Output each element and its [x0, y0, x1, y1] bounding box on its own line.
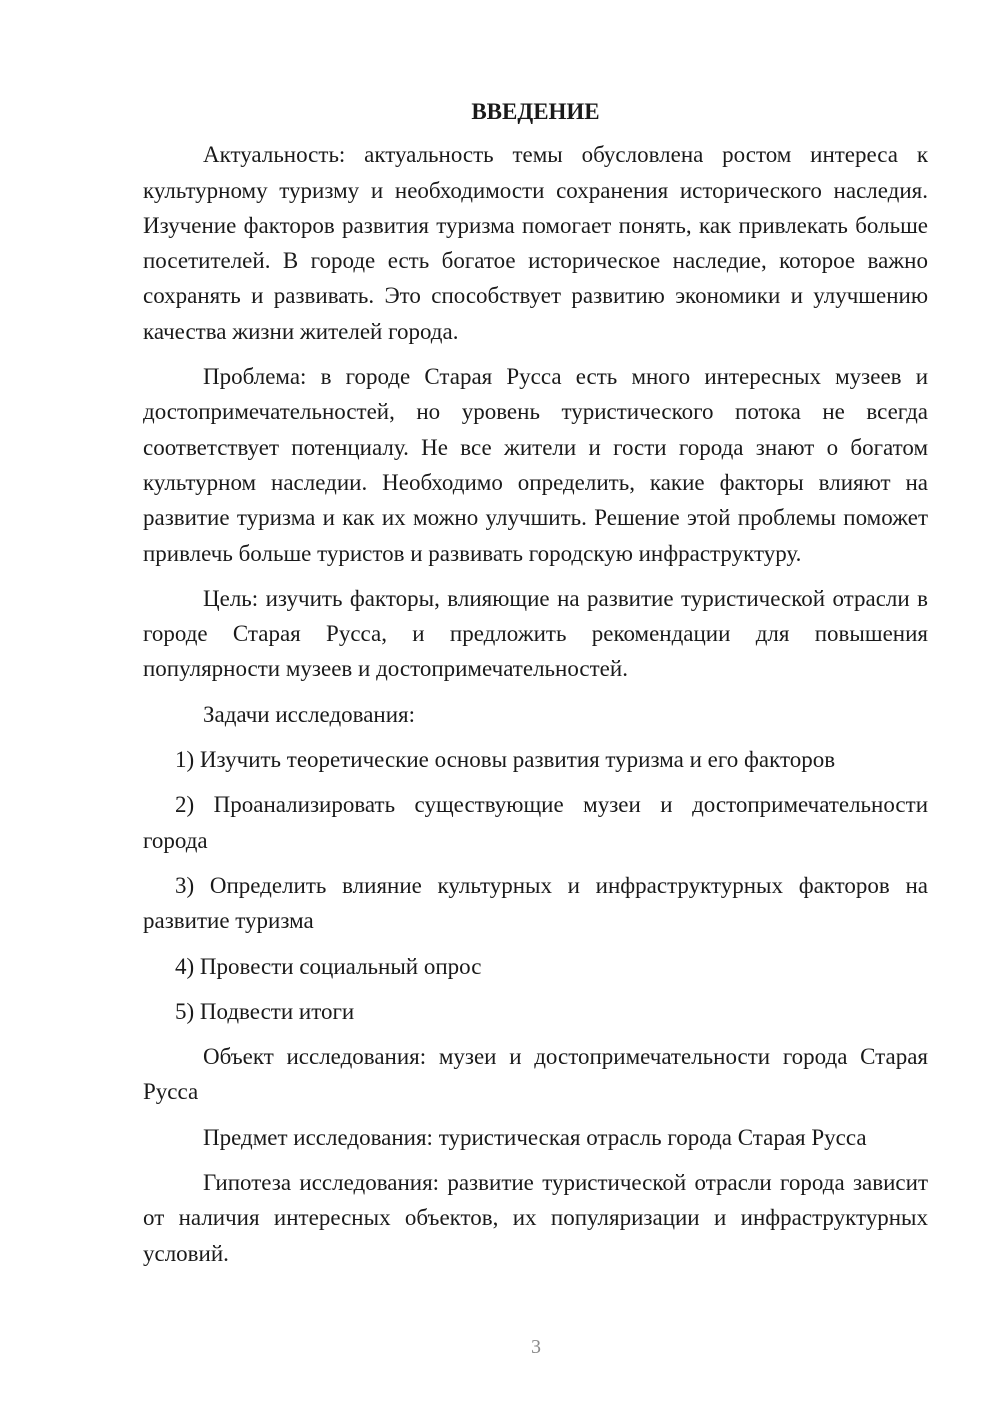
task-item-1: 1) Изучить теоретические основы развития туризма и его факторов: [175, 747, 836, 773]
tasks-heading: Задачи исследования:: [203, 701, 416, 727]
task-item-3: 3) Определить влияние культурных и инфраструктурных факторов на развитие туризма: [143, 872, 928, 934]
page-number: 3: [531, 1336, 541, 1358]
paragraph-hypothesis: Гипотеза исследования: развитие туристической отрасли города зависит от наличия интересных объектов, их популяризации и инфраструктурных условий.: [143, 1170, 928, 1266]
task-item-4: 4) Провести социальный опрос: [175, 953, 482, 979]
task-item-5: 5) Подвести итоги: [175, 998, 355, 1024]
task-item-2: 2) Проанализировать существующие музеи и достопримечательности города: [143, 792, 928, 853]
paragraph-object: Объект исследования: музеи и достопримечательности города Старая Русса: [143, 1044, 928, 1105]
paragraph-relevance: Актуальность: актуальность темы обусловлена ростом интереса к культурному туризму и необходимости сохранения исторического наследия. Изучение факторов развития туризма помогает понять, как привлекать больше посетителей. В городе есть богатое историческое наследие, которое важно сохранять и развивать. Это способствует развитию экономики и улучшению качества жизни жителей города.: [143, 142, 928, 344]
section-title: ВВЕДЕНИЕ: [471, 99, 600, 124]
paragraph-subject: Предмет исследования: туристическая отрасль города Старая Русса: [203, 1124, 867, 1150]
paragraph-problem: Проблема: в городе Старая Русса есть много интересных музеев и достопримечательностей, но уровень туристического потока не всегда соответствует потенциалу. Не все жители и гости города знают о богатом культурном наследии. Необходимо определить, какие факторы влияют на развитие туризма и как их можно улучшить. Решение этой проблемы поможет привлечь больше туристов и развивать городскую инфраструктуру.: [143, 364, 928, 566]
paragraph-goal: Цель: изучить факторы, влияющие на развитие туристической отрасли в городе Старая Русса, и предложить рекомендации для повышения популярности музеев и достопримечательностей.: [143, 585, 928, 682]
page-content: [143, 94, 928, 1281]
